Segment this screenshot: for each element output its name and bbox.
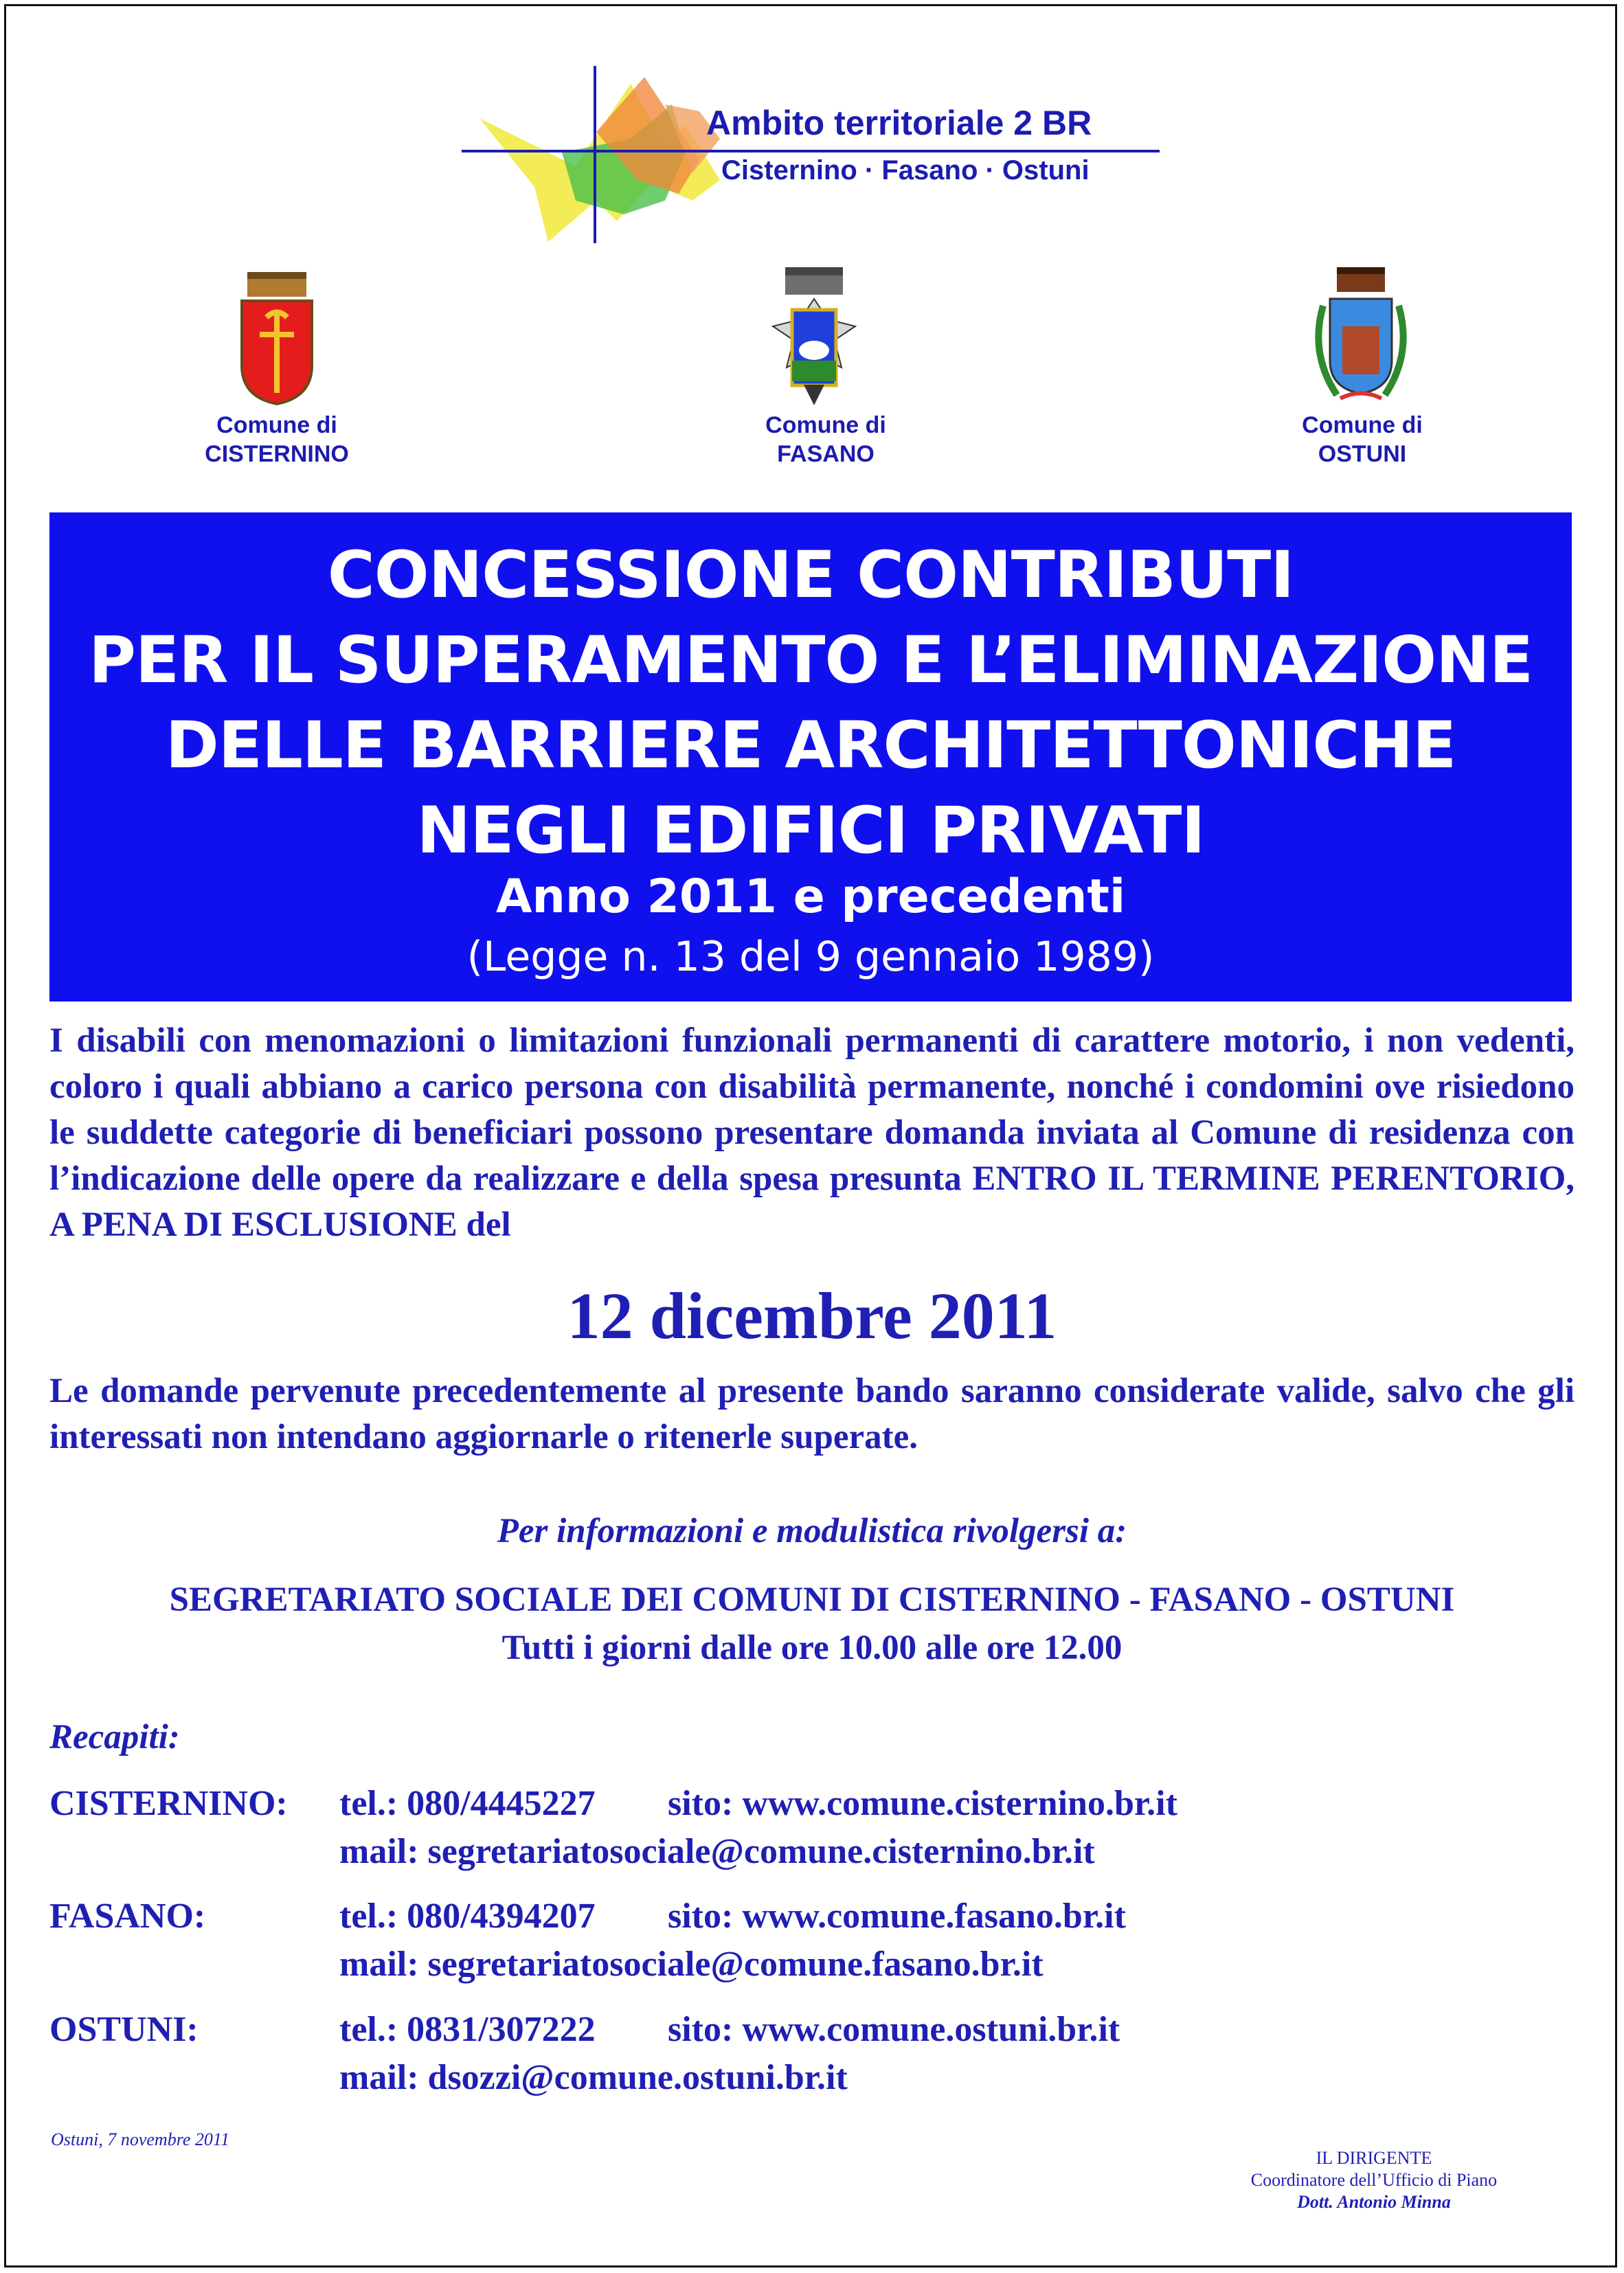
note-paragraph: Le domande pervenute precedentemente al presente bando saranno considerate valide, salvo che gli interessati non intendano aggiornarle o ritenerle superate. <box>49 1372 1575 1456</box>
comune-prefix: Comune di <box>765 412 886 438</box>
contact-mail-cisternino[interactable]: mail: segretariatosociale@comune.cisternino.br.it <box>339 1832 1095 1871</box>
banner-law-reference: (Legge n. 13 del 9 gennaio 1989) <box>466 933 1155 981</box>
deadline-date: 12 dicembre 2011 <box>567 1279 1057 1353</box>
banner-title-line: NEGLI EDIFICI PRIVATI <box>416 793 1205 868</box>
segretariato-line: SEGRETARIATO SOCIALE DEI COMUNI DI CISTERNINO - FASANO - OSTUNI <box>169 1581 1455 1619</box>
title-banner <box>49 512 1572 1002</box>
ostuni-crest-icon <box>1309 264 1412 409</box>
contact-label-ostuni: OSTUNI: <box>49 2010 199 2049</box>
signature-role: Coordinatore dell’Ufficio di Piano <box>1250 2170 1498 2190</box>
contact-label-cisternino: CISTERNINO: <box>49 1784 288 1823</box>
comune-prefix: Comune di <box>1302 412 1423 438</box>
comune-name: FASANO <box>777 441 875 467</box>
ambito-subtitle: Cisternino · Fasano · Ostuni <box>721 155 1090 185</box>
banner-title-line: PER IL SUPERAMENTO E L’ELIMINAZIONE <box>88 623 1533 698</box>
contact-site-cisternino[interactable]: sito: www.comune.cisternino.br.it <box>668 1784 1177 1823</box>
contact-site-fasano[interactable]: sito: www.comune.fasano.br.it <box>668 1897 1126 1936</box>
contact-tel-cisternino[interactable]: tel.: 080/4445227 <box>339 1784 596 1823</box>
contact-mail-ostuni[interactable]: mail: dsozzi@comune.ostuni.br.it <box>339 2058 848 2097</box>
info-heading: Per informazioni e modulistica rivolgersi a: <box>497 1512 1127 1550</box>
comune-fasano-label <box>688 411 963 468</box>
place-date: Ostuni, 7 novembre 2011 <box>51 2129 229 2149</box>
signature-name: Dott. Antonio Minna <box>1297 2192 1451 2212</box>
banner-title <box>49 533 1572 874</box>
ambito-title: Ambito territoriale 2 BR <box>706 104 1092 142</box>
comune-name: OSTUNI <box>1318 441 1407 467</box>
comune-ostuni-label <box>1225 411 1500 468</box>
signature-title: IL DIRIGENTE <box>1316 2148 1432 2168</box>
intro-paragraph: I disabili con menomazioni o limitazioni funzionali permanenti di carattere motorio, i non vedenti, coloro i quali abbiano a carico persona con disabilità permanente, nonché i condomini ove risiedono le suddette categorie di beneficiari possono presentare domanda inviata al Comune di residenza con l’indicazione delle opere da realizzare e della spesa presunta ENTRO IL TERMINE PERENTORIO, A PENA DI ESCLUSIONE del <box>49 1021 1575 1244</box>
banner-title-line: CONCESSIONE CONTRIBUTI <box>327 538 1294 613</box>
comune-prefix: Comune di <box>216 412 337 438</box>
contact-label-fasano: FASANO: <box>49 1897 206 1936</box>
opening-hours: Tutti i giorni dalle ore 10.00 alle ore 12.00 <box>501 1629 1123 1667</box>
comune-name: CISTERNINO <box>205 441 349 467</box>
contact-site-ostuni[interactable]: sito: www.comune.ostuni.br.it <box>668 2010 1120 2049</box>
comune-cisternino-label <box>139 411 414 468</box>
contact-tel-fasano[interactable]: tel.: 080/4394207 <box>339 1897 596 1936</box>
contact-mail-fasano[interactable]: mail: segretariatosociale@comune.fasano.br.it <box>339 1945 1044 1984</box>
banner-title-line: DELLE BARRIERE ARCHITETTONICHE <box>165 708 1456 783</box>
recapiti-heading: Recapiti: <box>49 1718 180 1756</box>
banner-year: Anno 2011 e precedenti <box>495 870 1126 924</box>
cisternino-crest-icon <box>232 269 322 407</box>
contact-tel-ostuni[interactable]: tel.: 0831/307222 <box>339 2010 596 2049</box>
fasano-crest-icon <box>766 264 862 409</box>
